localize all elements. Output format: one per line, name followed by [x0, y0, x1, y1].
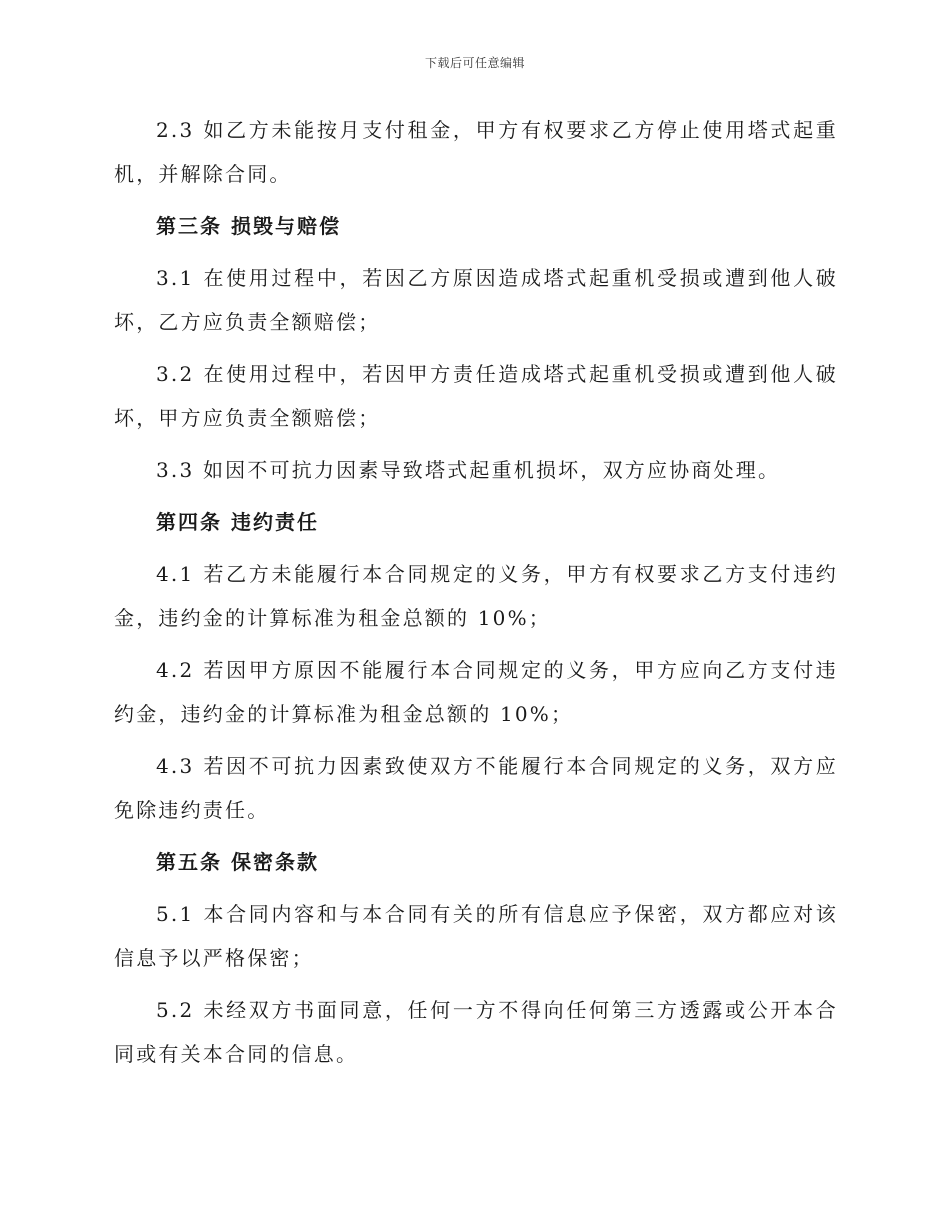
clause-4-1: 4.1 若乙方未能履行本合同规定的义务，甲方有权要求乙方支付违约金，违约金的计算标准为租金总额的 10%；: [114, 562, 838, 630]
clause-3-2: 3.2 在使用过程中，若因甲方责任造成塔式起重机受损或遭到他人破坏，甲方应负责全额赔偿；: [114, 362, 838, 430]
article-5-heading: 第五条 保密条款: [156, 850, 319, 874]
article-4-heading: 第四条 违约责任: [156, 510, 319, 534]
article-3-heading: 第三条 损毁与赔偿: [156, 214, 341, 238]
clause-5-1: 5.1 本合同内容和与本合同有关的所有信息应予保密，双方都应对该信息予以严格保密；: [114, 902, 838, 970]
clause-3-1: 3.1 在使用过程中，若因乙方原因造成塔式起重机受损或遭到他人破坏，乙方应负责全额赔偿；: [114, 266, 838, 334]
clause-4-3: 4.3 若因不可抗力因素致使双方不能履行本合同规定的义务，双方应免除违约责任。: [114, 754, 838, 822]
document-body: [114, 108, 838, 1084]
clause-2-3: 2.3 如乙方未能按月支付租金，甲方有权要求乙方停止使用塔式起重机，并解除合同。: [114, 118, 838, 186]
page-header: 下载后可任意编辑: [424, 56, 525, 70]
clause-4-2: 4.2 若因甲方原因不能履行本合同规定的义务，甲方应向乙方支付违约金，违约金的计算标准为租金总额的 10%；: [114, 658, 838, 726]
clause-3-3: 3.3 如因不可抗力因素导致塔式起重机损坏，双方应协商处理。: [156, 458, 781, 482]
clause-5-2: 5.2 未经双方书面同意，任何一方不得向任何第三方透露或公开本合同或有关本合同的信息。: [114, 998, 838, 1066]
